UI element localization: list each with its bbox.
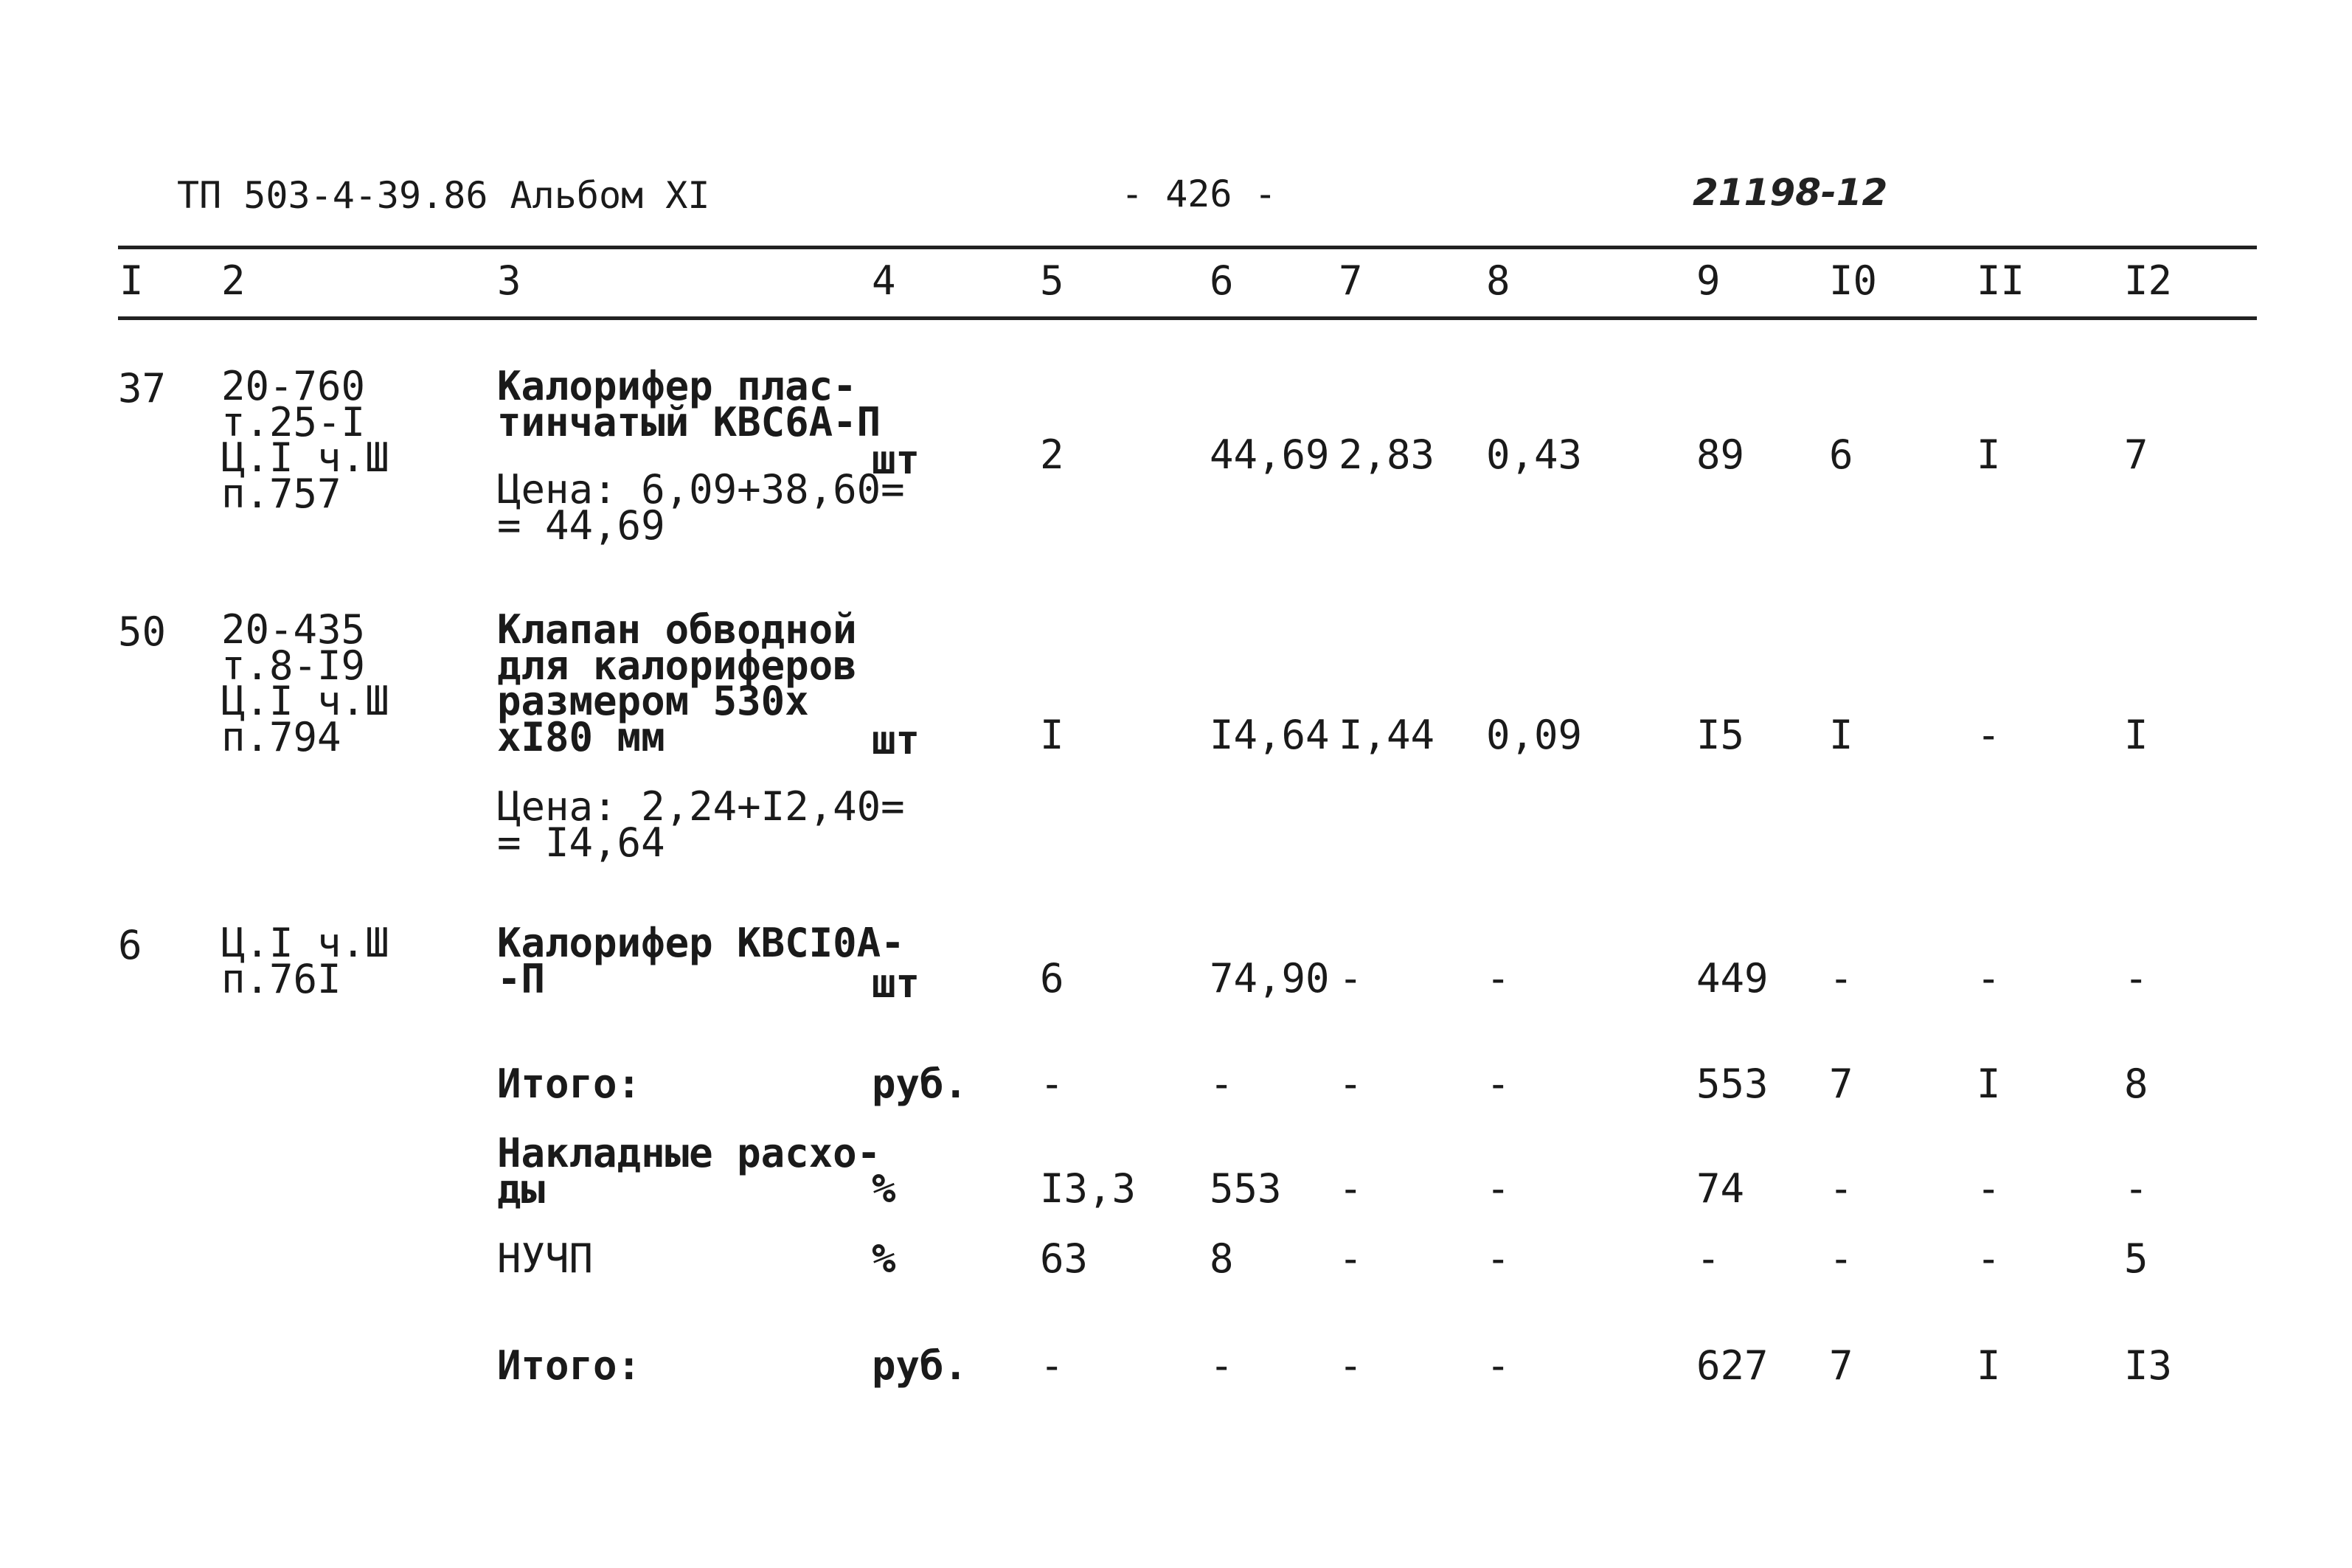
col7-value: - [1339,1165,1363,1212]
col12-value: 7 [2124,431,2148,478]
price-note: Цена: 2,24+I2,40= = I4,64 [497,783,905,866]
col5-value: - [1040,1061,1064,1107]
col6-value: 8 [1210,1235,1234,1282]
col10-value: 6 [1829,431,1853,478]
unit: шт [872,960,920,1007]
col10-value: I [1829,712,1853,758]
col12-value: - [2124,955,2148,1002]
unit: руб. [872,1342,968,1389]
col9-value: 89 [1696,431,1745,478]
col10-value: 7 [1829,1061,1853,1107]
col5-value: I3,3 [1040,1165,1137,1212]
norm-code: 20-435 т.8-I9 Ц.I ч.Ш п.794 [221,606,389,760]
col7-value: - [1339,1342,1363,1389]
summary-label: Накладные расхо- ды [497,1130,881,1213]
col8-value: - [1486,1342,1510,1389]
quantity: 2 [1040,431,1064,478]
item-name: Калорифер плас- тинчатый КВС6А-П [497,363,881,445]
column-number: 3 [497,257,521,304]
unit: шт [872,717,920,763]
col5-value: 63 [1040,1235,1089,1282]
col11-value: - [1977,955,2001,1002]
col8-value: - [1486,1235,1510,1282]
document-header-title: ТП 503-4-39.86 Альбом XI [177,174,710,217]
col11-value: I [1977,431,2001,478]
handwritten-reference: 21198-12 [1693,171,1888,214]
col6-value: - [1210,1342,1234,1389]
col10-value: - [1829,955,1853,1002]
col7-value: 2,83 [1339,431,1435,478]
col11-value: I [1977,1342,2001,1389]
unit: % [872,1165,896,1212]
col6-value: - [1210,1061,1234,1107]
column-number: 4 [872,257,896,304]
column-number: 9 [1696,257,1721,304]
col9-value: 74 [1696,1165,1745,1212]
col9-value: 627 [1696,1342,1769,1389]
col7-value: - [1339,1235,1363,1282]
col12-value: 5 [2124,1235,2148,1282]
table-top-rule [118,246,2257,249]
norm-code: 20-760 т.25-I Ц.I ч.Ш п.757 [221,363,389,517]
col8-value: - [1486,1061,1510,1107]
column-number: I0 [1829,257,1878,304]
norm-code: Ц.I ч.Ш п.76I [221,920,389,1002]
page-number: - 426 - [1121,173,1277,215]
row-number: 6 [118,922,142,968]
summary-label: Итого: [497,1342,642,1389]
unit: руб. [872,1061,968,1107]
col9-value: 553 [1696,1061,1769,1107]
price-note: Цена: 6,09+38,60= = 44,69 [497,466,905,549]
column-number: 2 [221,257,246,304]
col11-value: - [1977,1235,2001,1282]
quantity: 6 [1040,955,1064,1002]
col12-value: I3 [2124,1342,2173,1389]
col7-value: - [1339,1061,1363,1107]
col6-value: 553 [1210,1165,1282,1212]
item-name: Калорифер КВСI0А- -П [497,920,905,1002]
col6-value: I4,64 [1210,712,1330,758]
col12-value: 8 [2124,1061,2148,1107]
col12-value: I [2124,712,2148,758]
col11-value: I [1977,1061,2001,1107]
column-number: I2 [2124,257,2173,304]
col6-value: 44,69 [1210,431,1330,478]
unit: % [872,1235,896,1282]
col10-value: - [1829,1235,1853,1282]
column-number: 8 [1486,257,1510,304]
col7-value: - [1339,955,1363,1002]
quantity: I [1040,712,1064,758]
col10-value: - [1829,1165,1853,1212]
col6-value: 74,90 [1210,955,1330,1002]
col8-value: 0,09 [1486,712,1583,758]
col5-value: - [1040,1342,1064,1389]
col11-value: - [1977,712,2001,758]
column-number: II [1977,257,2025,304]
column-number: I [119,257,144,304]
column-number: 7 [1339,257,1363,304]
col8-value: 0,43 [1486,431,1583,478]
col7-value: I,44 [1339,712,1435,758]
row-number: 37 [118,365,167,412]
col12-value: - [2124,1165,2148,1212]
column-number: 6 [1210,257,1234,304]
item-name: Клапан обводной для калориферов размером 530х хI80 мм [497,606,857,760]
summary-label: Итого: [497,1061,642,1107]
col9-value: - [1696,1235,1721,1282]
table-header-rule [118,316,2257,320]
column-number: 5 [1040,257,1064,304]
unit: шт [872,437,920,483]
col8-value: - [1486,955,1510,1002]
col9-value: 449 [1696,955,1769,1002]
col11-value: - [1977,1165,2001,1212]
row-number: 50 [118,608,167,655]
col8-value: - [1486,1165,1510,1212]
col9-value: I5 [1696,712,1745,758]
col10-value: 7 [1829,1342,1853,1389]
summary-label: НУЧП [497,1235,594,1282]
